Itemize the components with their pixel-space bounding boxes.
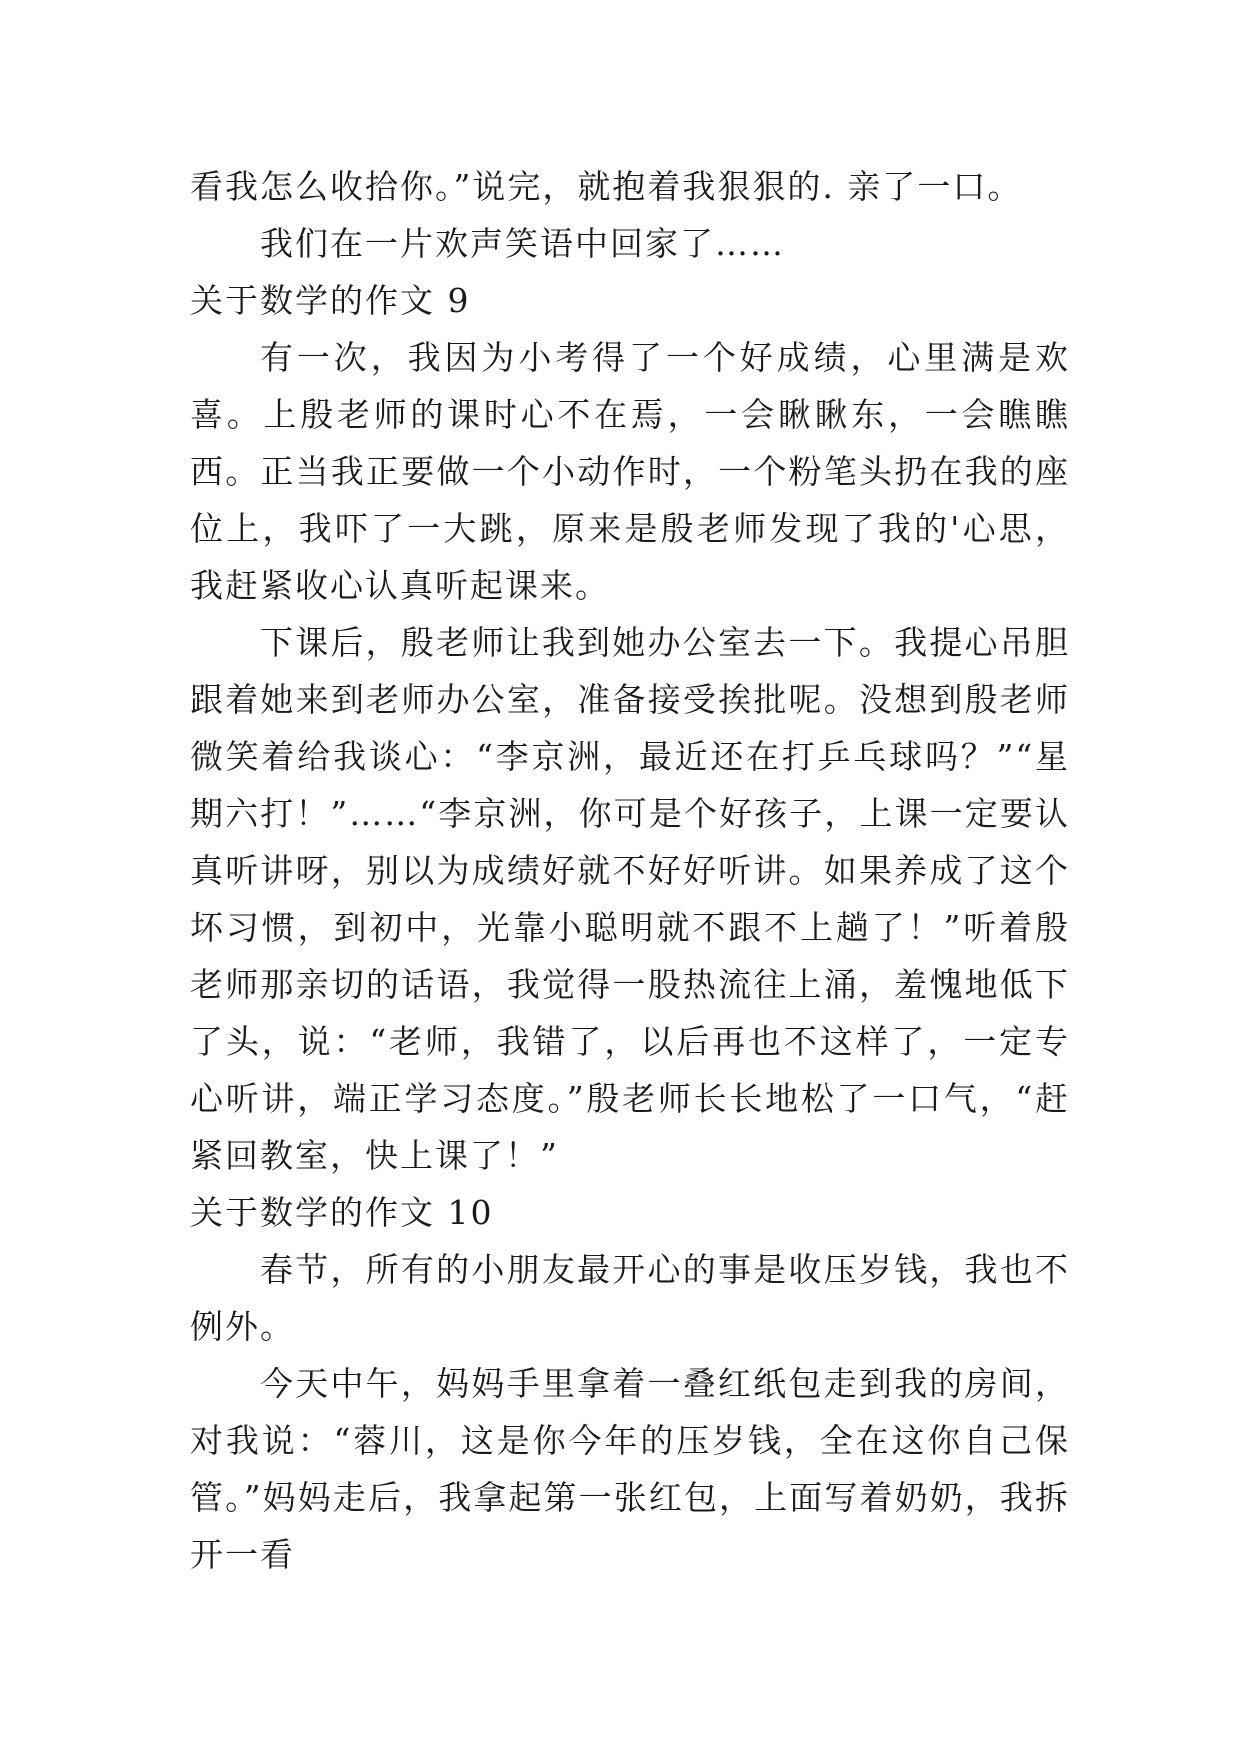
document-body xyxy=(190,158,1070,1583)
essay-heading-10: 关于数学的作文 10 xyxy=(190,1193,494,1232)
paragraph: 有一次，我因为小考得了一个好成绩，心里满是欢喜。上殷老师的课时心不在焉，一会瞅瞅东，一会瞧瞧西。正当我正要做一个小动作时，一个粉笔头扔在我的座位上，我吓了一大跳，原来是殷老师发现了我的'心思，我赶紧收心认真听起课来。 xyxy=(190,338,1070,605)
paragraph: 我们在一片欢声笑语中回家了…… xyxy=(260,224,785,263)
paragraph: 今天中午，妈妈手里拿着一叠红纸包走到我的房间，对我说：“蓉川，这是你今年的压岁钱，全在这你自己保管。”妈妈走后，我拿起第一张红包，上面写着奶奶，我拆开一看 xyxy=(190,1364,1070,1574)
essay-heading-9: 关于数学的作文 9 xyxy=(190,281,471,320)
paragraph: 下课后，殷老师让我到她办公室去一下。我提心吊胆跟着她来到老师办公室，准备接受挨批呢。没想到殷老师微笑着给我谈心：“李京洲，最近还在打乒乓球吗？”“星期六打！”……“李京洲，你可是个好孩子，上课一定要认真听讲呀，别以为成绩好就不好好听讲。如果养成了这个坏习惯，到初中，光靠小聪明就不跟不上趟了！”听着殷老师那亲切的话语，我觉得一股热流往上涌，羞愧地低下了头，说：“老师，我错了，以后再也不这样了，一定专心听讲，端正学习态度。”殷老师长长地松了一口气，“赶紧回教室，快上课了！” xyxy=(190,623,1070,1175)
paragraph: 春节，所有的小朋友最开心的事是收压岁钱，我也不例外。 xyxy=(190,1250,1070,1346)
paragraph-continuation: 看我怎么收拾你。”说完，就抱着我狠狠的. 亲了一口。 xyxy=(190,167,1023,206)
